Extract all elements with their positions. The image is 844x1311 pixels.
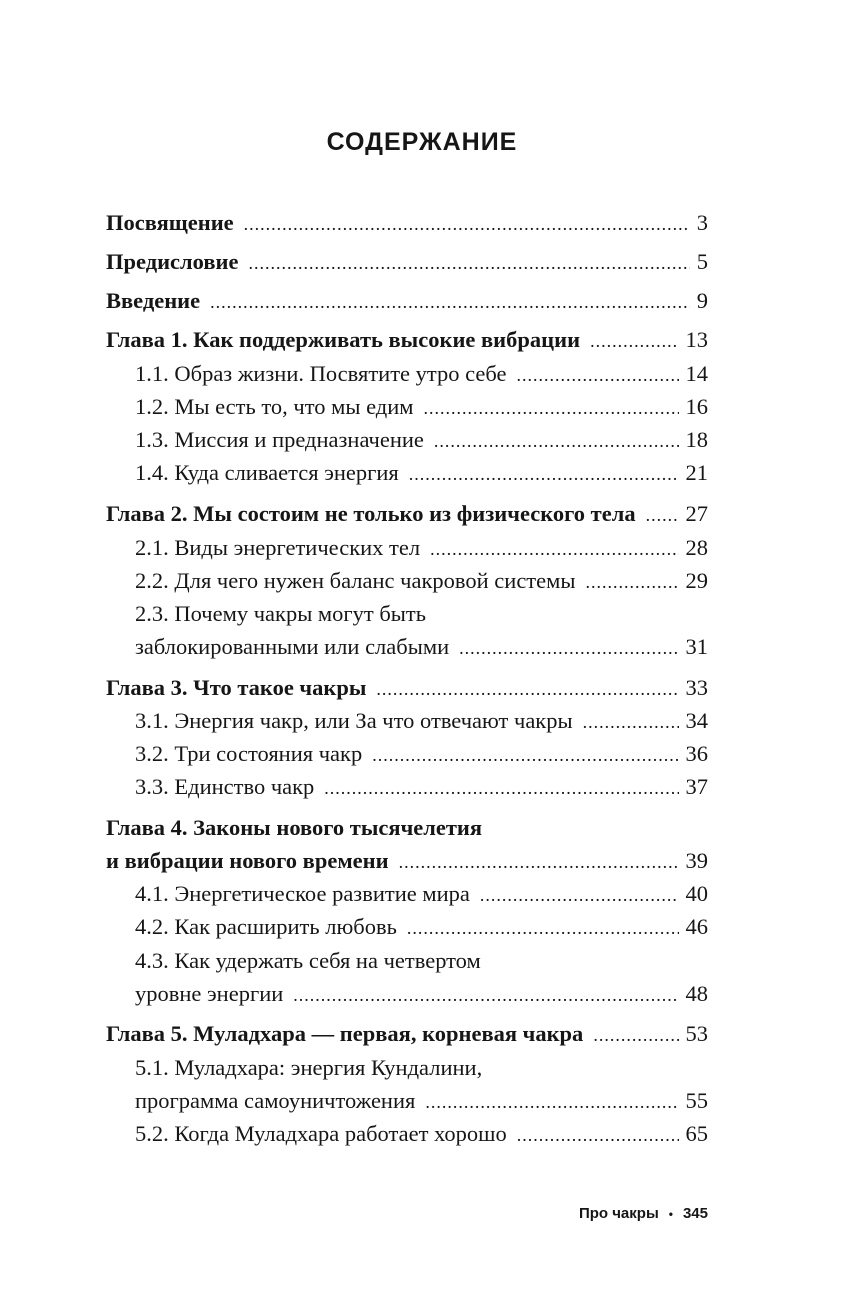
leader-dots xyxy=(244,209,690,239)
toc-entry-page: 39 xyxy=(685,848,708,873)
leader-dots xyxy=(376,674,678,704)
toc-section-line1[interactable] xyxy=(135,1053,708,1083)
toc-entry-title: 2.2. Для чего нужен баланс чакровой системы xyxy=(135,568,576,593)
leader-dots xyxy=(590,326,678,356)
toc-section[interactable] xyxy=(135,979,708,1009)
toc-entry-title: 4.1. Энергетическое развитие мира xyxy=(135,881,470,906)
toc-chapter[interactable] xyxy=(106,846,708,876)
toc-entry-title-cont: заблокированными или слабыми xyxy=(135,634,450,659)
toc-chapter[interactable] xyxy=(106,499,708,529)
toc-entry-page: 3 xyxy=(696,210,708,235)
toc-entry-title-cont: и вибрации нового времени xyxy=(106,848,389,873)
leader-dots xyxy=(593,1020,678,1050)
toc-chapter[interactable] xyxy=(106,325,708,355)
bullet-separator: • xyxy=(668,1206,673,1221)
toc-section[interactable] xyxy=(135,632,708,662)
toc-entry-title: 3.1. Энергия чакр, или За что отвечают чакры xyxy=(135,708,573,733)
toc-entry-page: 55 xyxy=(685,1088,708,1113)
toc-entry-page: 28 xyxy=(685,535,708,560)
toc-section[interactable] xyxy=(135,739,708,769)
leader-dots xyxy=(424,393,679,423)
toc-entry-page: 27 xyxy=(685,501,708,526)
toc-entry-title: Предисловие xyxy=(106,249,239,274)
toc-entry-title: 1.2. Мы есть то, что мы едим xyxy=(135,394,414,419)
toc-entry-page: 14 xyxy=(685,361,708,386)
toc-section[interactable] xyxy=(135,912,708,942)
toc-section[interactable] xyxy=(135,458,708,488)
leader-dots xyxy=(434,426,679,456)
toc-entry[interactable] xyxy=(106,247,708,277)
toc-chapter-line1[interactable] xyxy=(106,813,708,843)
toc-section-line1[interactable] xyxy=(135,599,708,629)
toc-entry-title: 5.1. Муладхара: энергия Кундалини, xyxy=(135,1055,483,1080)
leader-dots xyxy=(409,459,679,489)
leader-dots xyxy=(430,534,678,564)
toc-entry-page: 34 xyxy=(685,708,708,733)
toc-entry-page: 37 xyxy=(685,774,708,799)
toc-chapter[interactable] xyxy=(106,1019,708,1049)
toc-entry-page: 16 xyxy=(685,394,708,419)
toc-entry-title: Посвящение xyxy=(106,210,234,235)
leader-dots xyxy=(425,1087,678,1117)
toc-entry-page: 36 xyxy=(685,741,708,766)
toc-entry-page: 46 xyxy=(685,914,708,939)
leader-dots xyxy=(372,740,678,770)
toc-entry-title: 1.4. Куда сливается энергия xyxy=(135,460,399,485)
toc-section[interactable] xyxy=(135,425,708,455)
leader-dots xyxy=(480,880,679,910)
toc-entry-title-cont: уровне энергии xyxy=(135,981,284,1006)
toc-entry-title: 2.1. Виды энергетических тел xyxy=(135,535,421,560)
leader-dots xyxy=(459,633,678,663)
toc-entry-title: 1.3. Миссия и предназначение xyxy=(135,427,424,452)
toc-section[interactable] xyxy=(135,566,708,596)
toc-section[interactable] xyxy=(135,879,708,909)
toc-entry-title: Введение xyxy=(106,288,201,313)
leader-dots xyxy=(646,500,679,530)
leader-dots xyxy=(248,248,689,278)
toc-section[interactable] xyxy=(135,706,708,736)
toc-entry-page: 48 xyxy=(685,981,708,1006)
leader-dots xyxy=(399,847,679,877)
toc-entry-title: Глава 1. Как поддерживать высокие вибрации xyxy=(106,327,581,352)
toc-entry-page: 5 xyxy=(696,249,708,274)
toc-entry-page: 40 xyxy=(685,881,708,906)
leader-dots xyxy=(517,360,679,390)
toc-section[interactable] xyxy=(135,772,708,802)
leader-dots xyxy=(407,913,679,943)
toc-section[interactable] xyxy=(135,533,708,563)
toc-entry[interactable] xyxy=(106,208,708,238)
toc-entry-page: 13 xyxy=(685,327,708,352)
toc-section[interactable] xyxy=(135,392,708,422)
toc-entry-title: 3.3. Единство чакр xyxy=(135,774,315,799)
toc-entry-page: 31 xyxy=(685,634,708,659)
running-title: Про чакры xyxy=(578,1205,659,1222)
toc-section[interactable] xyxy=(135,1086,708,1116)
toc-chapter[interactable] xyxy=(106,673,708,703)
toc-entry-title: 5.2. Когда Муладхара работает хорошо xyxy=(135,1121,507,1146)
toc-entry-page: 18 xyxy=(685,427,708,452)
leader-dots xyxy=(210,287,690,317)
toc-entry-page: 21 xyxy=(685,460,708,485)
page-footer xyxy=(579,1205,708,1222)
leader-dots xyxy=(324,773,678,803)
toc-entry-title: Глава 4. Законы нового тысячелетия xyxy=(106,815,483,840)
toc-entry-title: 4.2. Как расширить любовь xyxy=(135,914,397,939)
toc-entry-title: Глава 5. Муладхара — первая, корневая чакра xyxy=(106,1021,584,1046)
page-number: 345 xyxy=(682,1205,708,1222)
toc-entry-title: Глава 3. Что такое чакры xyxy=(106,675,367,700)
toc-entry-page: 9 xyxy=(696,288,708,313)
leader-dots xyxy=(293,980,678,1010)
toc-entry-page: 53 xyxy=(685,1021,708,1046)
toc-entry-page: 33 xyxy=(685,675,708,700)
toc-entry-title-cont: программа самоуничтожения xyxy=(135,1088,416,1113)
toc-section[interactable] xyxy=(135,1119,708,1149)
toc-entry-title: 1.1. Образ жизни. Посвятите утро себе xyxy=(135,361,507,386)
toc-entry-title: 3.2. Три состояния чакр xyxy=(135,741,363,766)
toc-entry-title: 4.3. Как удержать себя на четвертом xyxy=(135,948,481,973)
toc-section-line1[interactable] xyxy=(135,946,708,976)
toc-entry-title: 2.3. Почему чакры могут быть xyxy=(135,601,427,626)
toc-entry-page: 65 xyxy=(685,1121,708,1146)
toc-section[interactable] xyxy=(135,359,708,389)
leader-dots xyxy=(517,1120,679,1150)
leader-dots xyxy=(585,567,678,597)
toc-entry-title: Глава 2. Мы состоим не только из физического тела xyxy=(106,501,636,526)
page-title: СОДЕРЖАНИЕ xyxy=(326,128,518,156)
leader-dots xyxy=(583,707,679,737)
toc-entry[interactable] xyxy=(106,286,708,316)
toc-entry-page: 29 xyxy=(685,568,708,593)
